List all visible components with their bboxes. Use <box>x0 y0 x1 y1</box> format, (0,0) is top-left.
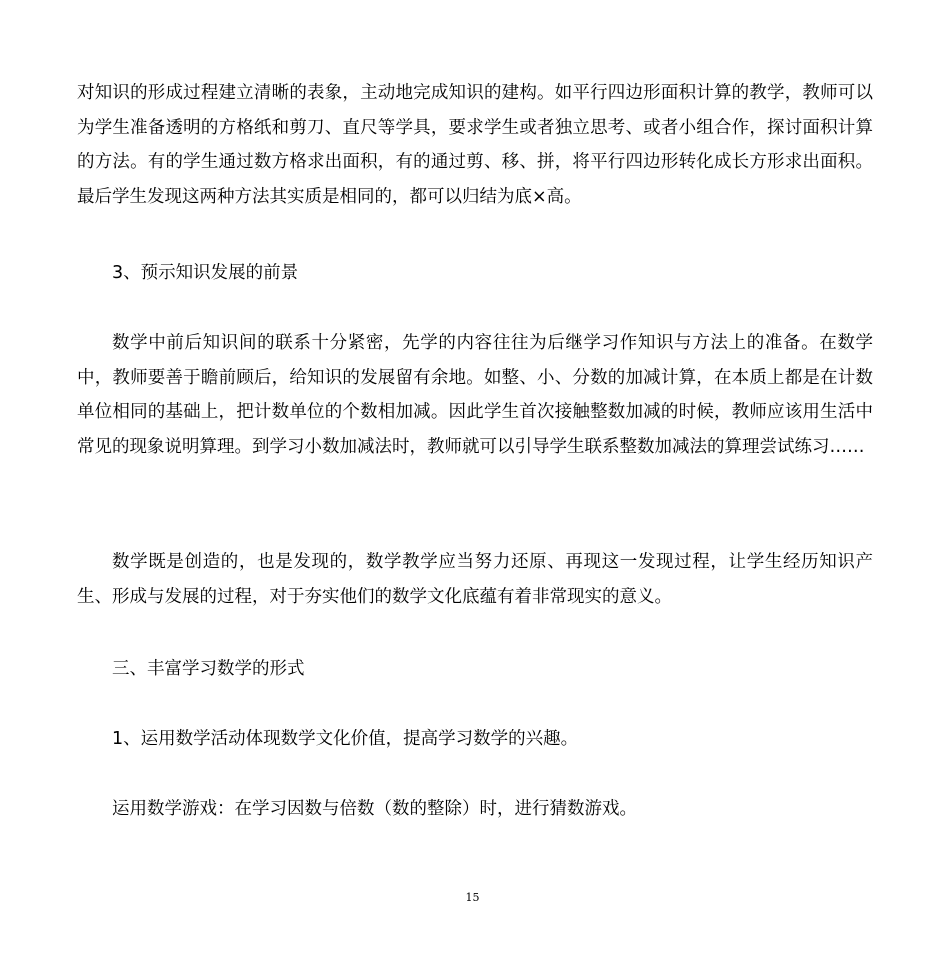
paragraph-math-discovery: 数学既是创造的，也是发现的，数学教学应当努力还原、再现这一发现过程，让学生经历知识产生、形成与发展的过程，对于夯实他们的数学文化底蕴有着非常现实的意义。 <box>77 552 873 607</box>
page-number: 15 <box>465 891 480 904</box>
heading-enrich-learning-forms: 三、丰富学习数学的形式 <box>112 659 305 679</box>
heading-math-activities: 1、运用数学活动体现数学文化价值，提高学习数学的兴趣。 <box>112 729 579 749</box>
paragraph-parallelogram-area: 对知识的形成过程建立清晰的表象，主动地完成知识的建构。如平行四边形面积计算的教学，教师可以为学生准备透明的方格纸和剪刀、直尺等学具，要求学生或者独立思考、或者小组合作，探讨面积计算的方法。有的学生通过数方格求出面积，有的通过剪、移、拼，将平行四边形转化成长方形求出面积。最后学生发现这两种方法其实质是相同的，都可以归结为底×高。 <box>77 83 873 207</box>
paragraph-math-games: 运用数学游戏：在学习因数与倍数（数的整除）时，进行猜数游戏。 <box>112 799 637 819</box>
paragraph-knowledge-connection: 数学中前后知识间的联系十分紧密，先学的内容往往为后继学习作知识与方法上的准备。在数学中，教师要善于瞻前顾后，给知识的发展留有余地。如整、小、分数的加减计算，在本质上都是在计数单位相同的基础上，把计数单位的个数相加减。因此学生首次接触整数加减的时候，教师应该用生活中常见的现象说明算理。到学习小数加减法时，教师就可以引导学生联系整数加减法的算理尝试练习…… <box>77 333 873 457</box>
heading-knowledge-prospect: 3、预示知识发展的前景 <box>112 263 299 283</box>
